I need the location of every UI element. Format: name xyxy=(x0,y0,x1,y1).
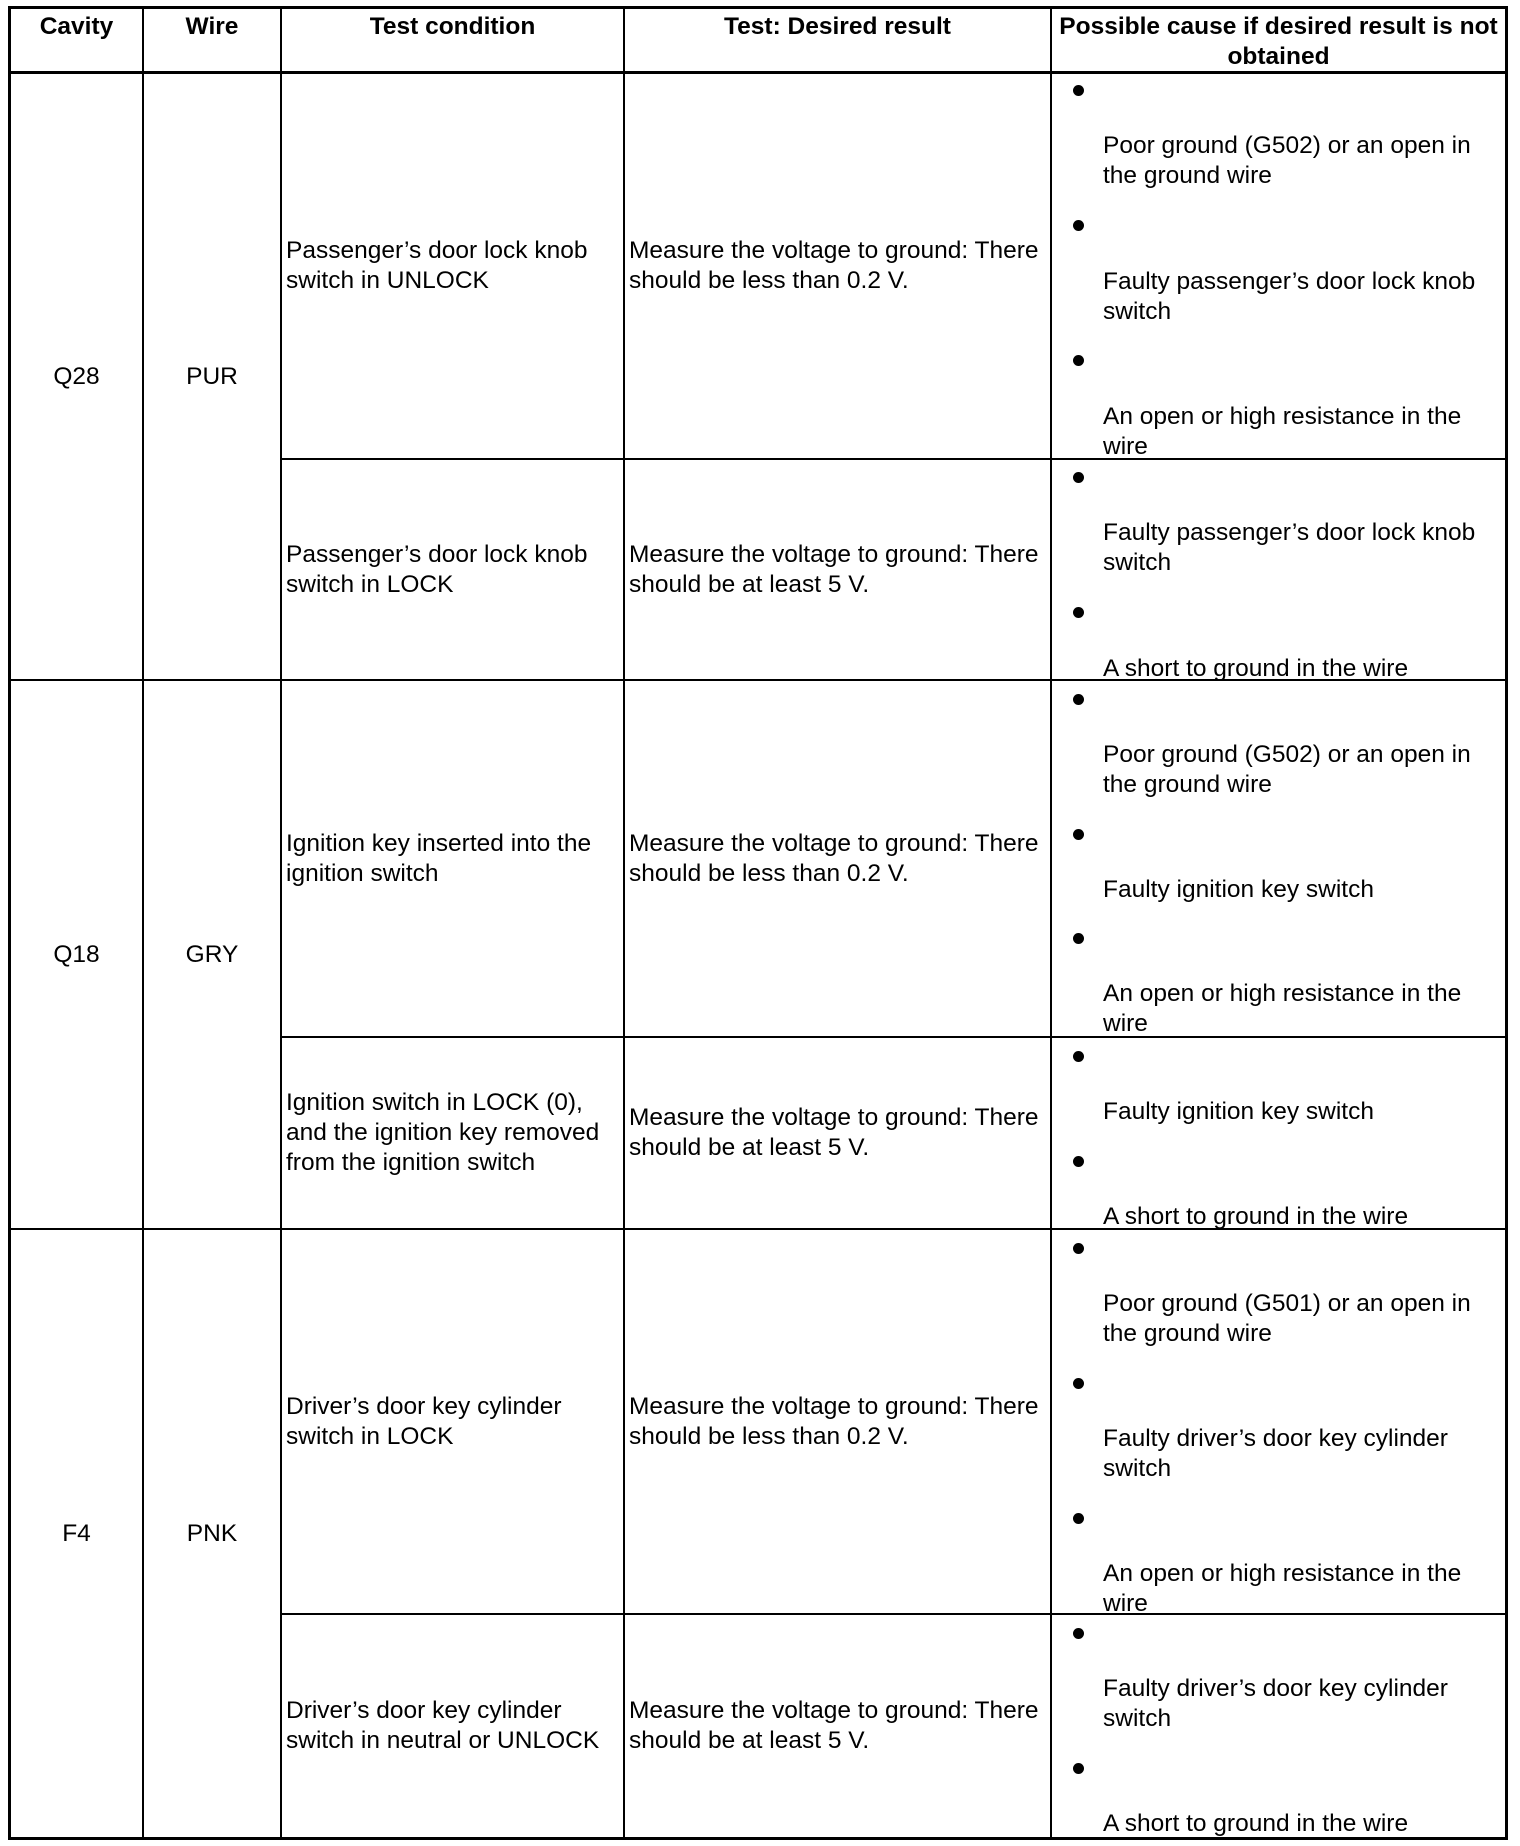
possible-cause-text: A short to ground in the wire xyxy=(1103,1810,1409,1837)
desired-result-text: Measure the voltage to ground: There should be at least 5 V. xyxy=(629,1697,1039,1754)
bullet-icon xyxy=(1073,355,1084,366)
possible-cause-text: Faulty ignition key switch xyxy=(1103,876,1374,903)
test-condition-text: Ignition key inserted into the ignition switch xyxy=(286,829,592,887)
header-possible-cause: Possible cause if desired result is not obtained xyxy=(1059,13,1498,70)
possible-cause-text: Faulty ignition key switch xyxy=(1103,1098,1374,1125)
col-divider-4 xyxy=(1050,6,1052,1840)
desired-result-text: Measure the voltage to ground: There should be less than 0.2 V. xyxy=(629,237,1039,294)
bullet-icon xyxy=(1073,607,1084,618)
test-condition-cell xyxy=(282,74,623,458)
bullet-icon xyxy=(1073,1628,1084,1639)
bullet-icon xyxy=(1073,1156,1084,1167)
wire-cell: GRY xyxy=(185,940,239,968)
test-condition-cell xyxy=(282,1230,623,1613)
desired-result-text: Measure the voltage to ground: There should be less than 0.2 V. xyxy=(629,1392,1039,1450)
desired-result-cell xyxy=(625,460,1050,679)
desired-result-cell xyxy=(625,681,1050,1036)
possible-cause-text: Poor ground (G502) or an open in the ground wire xyxy=(1103,132,1471,189)
bullet-icon xyxy=(1073,220,1084,231)
desired-result-cell xyxy=(625,1615,1050,1837)
bullet-icon xyxy=(1073,1243,1084,1254)
test-condition-text: Driver’s door key cylinder switch in LOCK xyxy=(286,1392,562,1450)
possible-cause-text: Faulty passenger’s door lock knob switch xyxy=(1103,519,1476,576)
possible-cause-text: A short to ground in the wire xyxy=(1103,1203,1409,1230)
desired-result-text: Measure the voltage to ground: There should be at least 5 V. xyxy=(629,1104,1039,1161)
bullet-icon xyxy=(1073,694,1084,705)
header-test-condition: Test condition xyxy=(369,13,536,40)
cavity-cell: Q18 xyxy=(53,940,100,968)
possible-cause-text: An open or high resistance in the wire xyxy=(1103,1560,1462,1617)
desired-result-cell xyxy=(625,1230,1050,1613)
desired-result-text: Measure the voltage to ground: There should be less than 0.2 V. xyxy=(629,829,1039,887)
possible-cause-text: Faulty driver’s door key cylinder switch xyxy=(1103,1675,1448,1732)
test-condition-text: Ignition switch in LOCK (0), and the ignition key removed from the ignition switch xyxy=(286,1089,600,1176)
possible-cause-text: Poor ground (G501) or an open in the ground wire xyxy=(1103,1290,1471,1347)
bullet-icon xyxy=(1073,829,1084,840)
header-wire: Wire xyxy=(185,13,239,40)
possible-cause-text: An open or high resistance in the wire xyxy=(1103,403,1462,460)
bullet-icon xyxy=(1073,1051,1084,1062)
possible-cause-text: Poor ground (G502) or an open in the ground wire xyxy=(1103,741,1471,798)
test-condition-cell xyxy=(282,681,623,1036)
test-condition-text: Passenger’s door lock knob switch in UNLOCK xyxy=(286,237,588,294)
possible-cause-text: An open or high resistance in the wire xyxy=(1103,980,1462,1037)
possible-cause-text: Faulty passenger’s door lock knob switch xyxy=(1103,268,1476,325)
cavity-cell: F4 xyxy=(62,1519,91,1547)
desired-result-cell xyxy=(625,1038,1050,1228)
desired-result-text: Measure the voltage to ground: There should be at least 5 V. xyxy=(629,540,1039,598)
bullet-icon xyxy=(1073,1513,1084,1524)
table-border-right xyxy=(1505,6,1508,1840)
bullet-icon xyxy=(1073,1378,1084,1389)
test-condition-cell xyxy=(282,1615,623,1837)
test-condition-cell xyxy=(282,460,623,679)
test-condition-cell xyxy=(282,1038,623,1228)
bullet-icon xyxy=(1073,472,1084,483)
wire-cell: PUR xyxy=(186,362,238,390)
test-condition-text: Passenger’s door lock knob switch in LOCK xyxy=(286,540,588,598)
desired-result-cell xyxy=(625,74,1050,458)
test-condition-text: Driver’s door key cylinder switch in neutral or UNLOCK xyxy=(286,1697,600,1754)
possible-cause-text: Faulty driver’s door key cylinder switch xyxy=(1103,1425,1448,1482)
bullet-icon xyxy=(1073,1763,1084,1774)
cavity-cell: Q28 xyxy=(53,362,100,390)
wire-cell: PNK xyxy=(186,1519,238,1547)
header-cavity: Cavity xyxy=(39,13,114,40)
bullet-icon xyxy=(1073,85,1084,96)
bullet-icon xyxy=(1073,933,1084,944)
diagnostic-table xyxy=(8,6,1508,1840)
table-border-top xyxy=(8,6,1508,9)
possible-cause-text: A short to ground in the wire xyxy=(1103,655,1409,682)
header-desired-result: Test: Desired result xyxy=(724,13,951,40)
